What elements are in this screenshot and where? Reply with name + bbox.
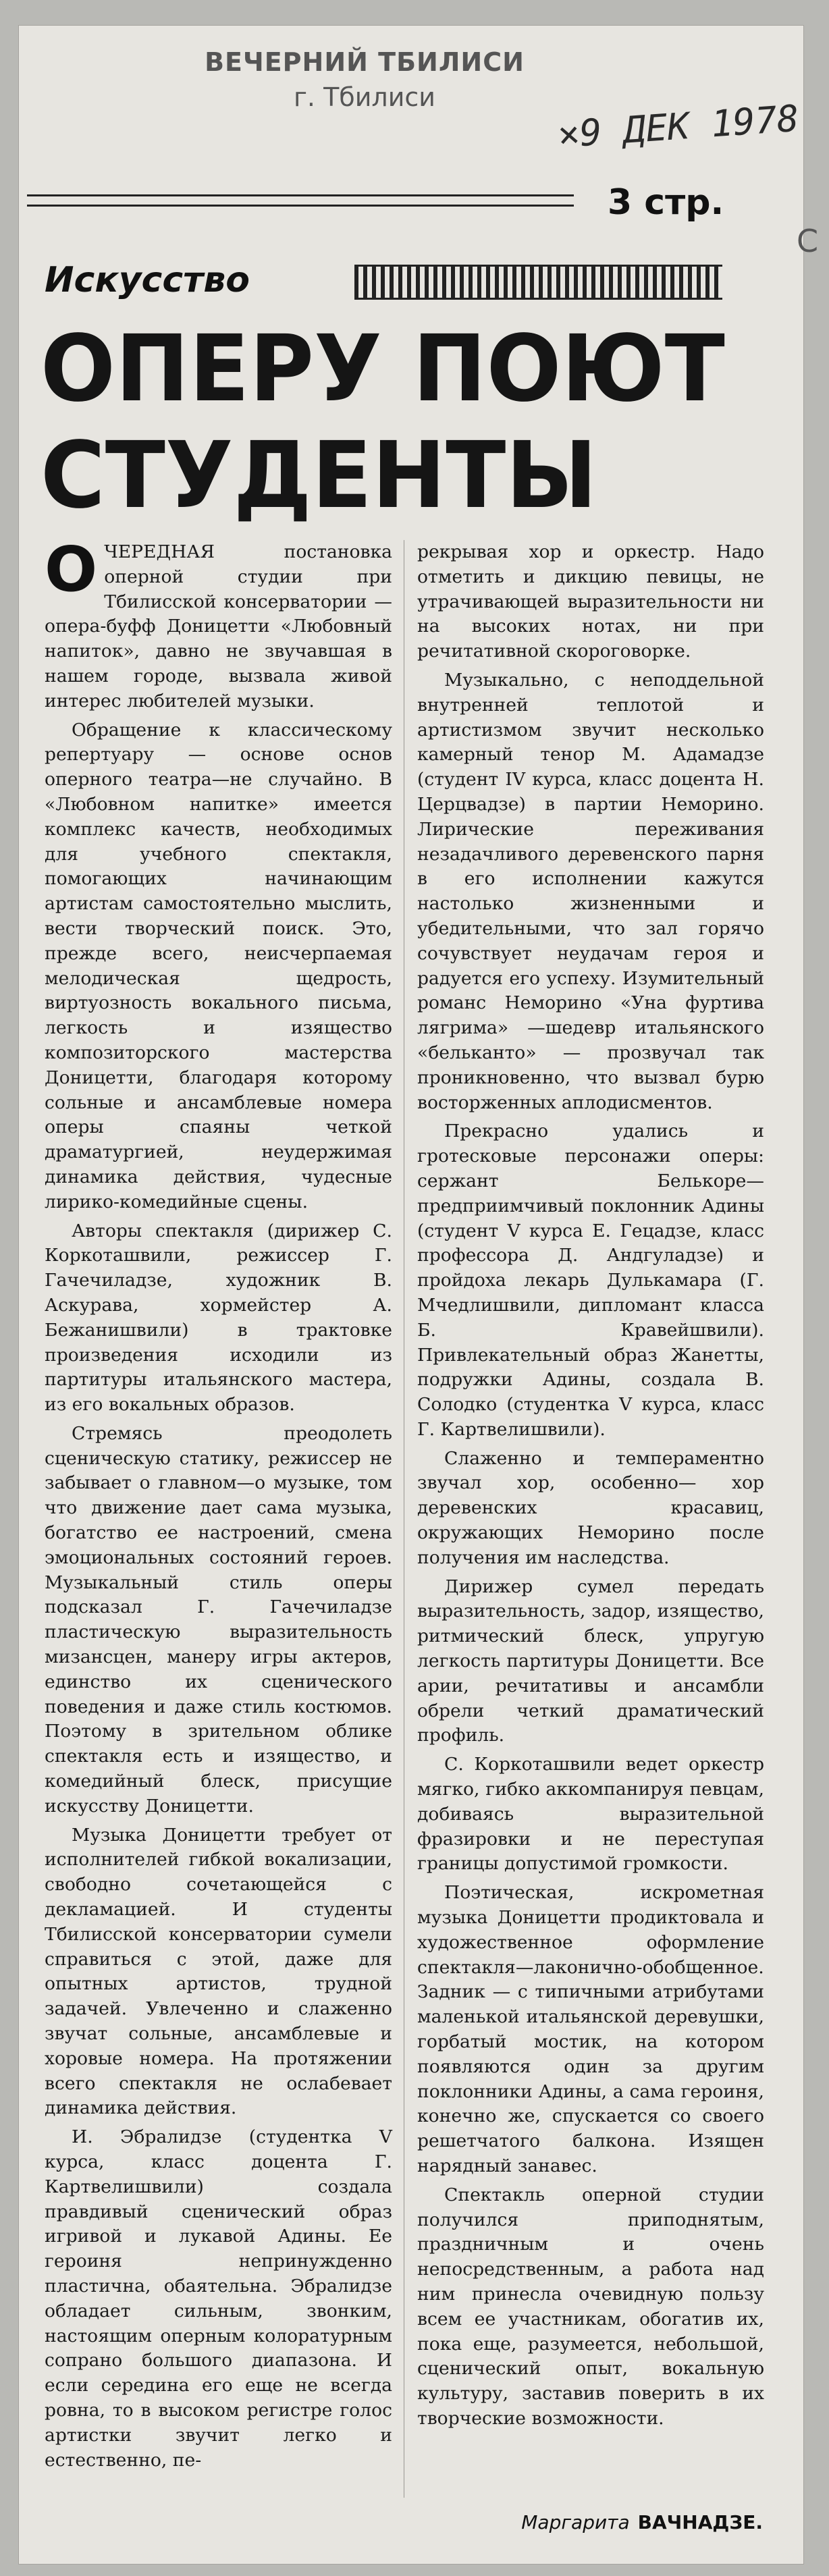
drop-cap: О: [45, 533, 98, 606]
article-paragraph: Обращение к классическому репертуару — основе основ оперного театра—не случайно. В «Любовном напитке» имеется комплекс качеств, необходимых для учебного спектакля, помогающих начинающим артистам самостоятельно мыслить, вести творческий поиск. Это, прежде всего, неисчерпаемая мелодическая щедрость, виртуозность вокального письма, легкость и изящество композиторского мастерства Доницетти, благодаря которому сольные и ансамблевые номера оперы спаяны четкой драматургией, неудержимая динамика действия, чудесные лирико-комедийные сцены.: [45, 719, 392, 1212]
article-paragraph: Прекрасно удались и гротесковые персонажи оперы: сержант Белькоре—предприимчивый поклонник Адины (студент V курса Е. Гецадзе, класс профессора Д. Андгуладзе) и пройдоха лекарь Дулькамара (Г. Мчедлишвили, дипломант класса Б. Кравейшвили). Привлекательный образ Жанетты, подружки Адины, создала В. Солодко (студентка V курса, класс Г. Картвелишвили).: [417, 1121, 764, 1440]
article-paragraph: Поэтическая, искрометная музыка Доницетти продиктовала и художественное оформление спектакля—лаконично-обобщенное. Задник — с типичными атрибутами маленькой итальянской деревушки, горбатый мостик, на котором появляются один за другим поклонники Адины, а сама героиня, конечно же, спускается со своего решетчатого балкона. Изящен нарядный занавес.: [417, 1882, 764, 2176]
rubric-label: Искусство: [45, 260, 250, 300]
headline-line-1: ОПЕРУ ПОЮТ: [41, 316, 725, 423]
article-paragraph: рекрывая хор и оркестр. Надо отметить и дикцию певицы, не утрачивающей выразительности ни на высоких нотах, ни при речитативной скороговорке.: [417, 541, 764, 662]
article-paragraph: Стремясь преодолеть сценическую статику, режиссер не забывает о главном—о музыке, том что движение дает сама музыка, богатство ее настроений, смена эмоциональных состояний героев. Музыкальный стиль оперы подсказал Г. Гачечиладзе пластическую выразительность мизансцен, манеру игры актеров, единство их сценического поведения и даже стиль костюмов. Поэтому в зрительном облике спектакля есть и изящество, и комедийный блеск, присущие искусству Доницетти.: [45, 1422, 392, 1817]
page-number: 3 стр.: [608, 182, 724, 223]
source-stamp-newspaper: ВЕЧЕРНИЙ ТБИЛИСИ: [205, 47, 525, 77]
article-paragraph: Спектакль оперной студии получился приподнятым, праздничным и очень непосредственным, а работа над ним принесла очевидную пользу всем ее участникам, обогатив их, пока еще, разумеется, небольшой, сценический опыт, вокальную культуру, заставив поверить в их творческие возможности.: [417, 2184, 764, 2429]
article-paragraph: Авторы спектакля (дирижер С. Коркоташвили, режиссер Г. Гачечиладзе, художник В. Аскурава, хормейстер А. Бежанишвили) в трактовке произведения исходили из партитуры итальянского мастера, из его вокальных образов.: [45, 1220, 392, 1416]
margin-mark: С: [797, 223, 819, 259]
article-paragraph: Дирижер сумел передать выразительность, задор, изящество, ритмический блеск, упругую легкость партитуры Доницетти. Все арии, речитативы и ансамбли обрели четкий драматический профиль.: [417, 1576, 764, 1746]
author-first-name: Маргарита: [521, 2511, 630, 2533]
article-paragraph: Музыкально, с неподдельной внутренней теплотой и артистизмом звучит несколько камерный тенор М. Адамадзе (студент IV курса, класс доцента Н. Церцвадзе) в партии Неморино. Лирические переживания незадачливого деревенского парня в его исполнении кажутся настолько жизненными и убедительными, что зал горячо сочувствует неудачам героя и радуется его успеху. Изумительный романс Неморино «Уна фуртива лягрима» —шедевр итальянского «бельканто» — прозвучал так проникновенно, что вызвал бурю восторженных аплодисментов.: [417, 669, 764, 1113]
rubric-decorative-bars: [354, 265, 722, 300]
header-double-rule: [27, 194, 574, 207]
headline: [41, 316, 741, 529]
headline-line-2: СТУДЕНТЫ: [41, 423, 597, 529]
article-paragraph: С. Коркоташвили ведет оркестр мягко, гибко аккомпанируя певцам, добиваясь выразительной фразировки и не переступая границы допустимой громкости.: [417, 1754, 764, 1875]
source-stamp: [189, 47, 540, 112]
article-column-right: [417, 540, 764, 2436]
article-paragraph: ОЧЕРЕДНАЯ постановка оперной студии при Тбилисской консерватории — опера-буфф Доницетти «Любовный напиток», давно не звучавшая в нашем городе, вызвала живой интерес любителей музыки.: [45, 533, 392, 712]
article-column-left: [45, 533, 392, 2477]
article-paragraph: И. Эбралидзе (студентка V курса, класс доцента Г. Картвелишвили) создала правдивый сценический образ игривой и лукавой Адины. Ее героиня непринужденно пластична, обаятельна. Эбралидзе обладает сильным, звонким, настоящим оперным колоратурным сопрано большого диапазона. И если середина его еще не всегда ровна, то в высоком регистре голос артистки звучит легко и естественно, пе-: [45, 2126, 392, 2471]
date-stamp: ×9 ДЕК 1978: [556, 97, 801, 157]
article-paragraph: Музыка Доницетти требует от исполнителей гибкой вокализации, свободно сочетающейся с декламацией. И студенты Тбилисской консерватории сумели справиться с этой, даже для опытных артистов, трудной задачей. Увлеченно и слаженно звучат сольные, ансамблевые и хоровые номера. На протяжении всего спектакля не ослабевает динамика действия.: [45, 1824, 392, 2119]
author-last-name: ВАЧНАДЗЕ.: [637, 2511, 763, 2533]
source-stamp-city: г. Тбилиси: [293, 82, 436, 112]
author-signature: [466, 2511, 763, 2533]
article-paragraph: Слаженно и темпераментно звучал хор, особенно— хор деревенских красавиц, окружающих Неморино после получения им наследства.: [417, 1447, 764, 1568]
